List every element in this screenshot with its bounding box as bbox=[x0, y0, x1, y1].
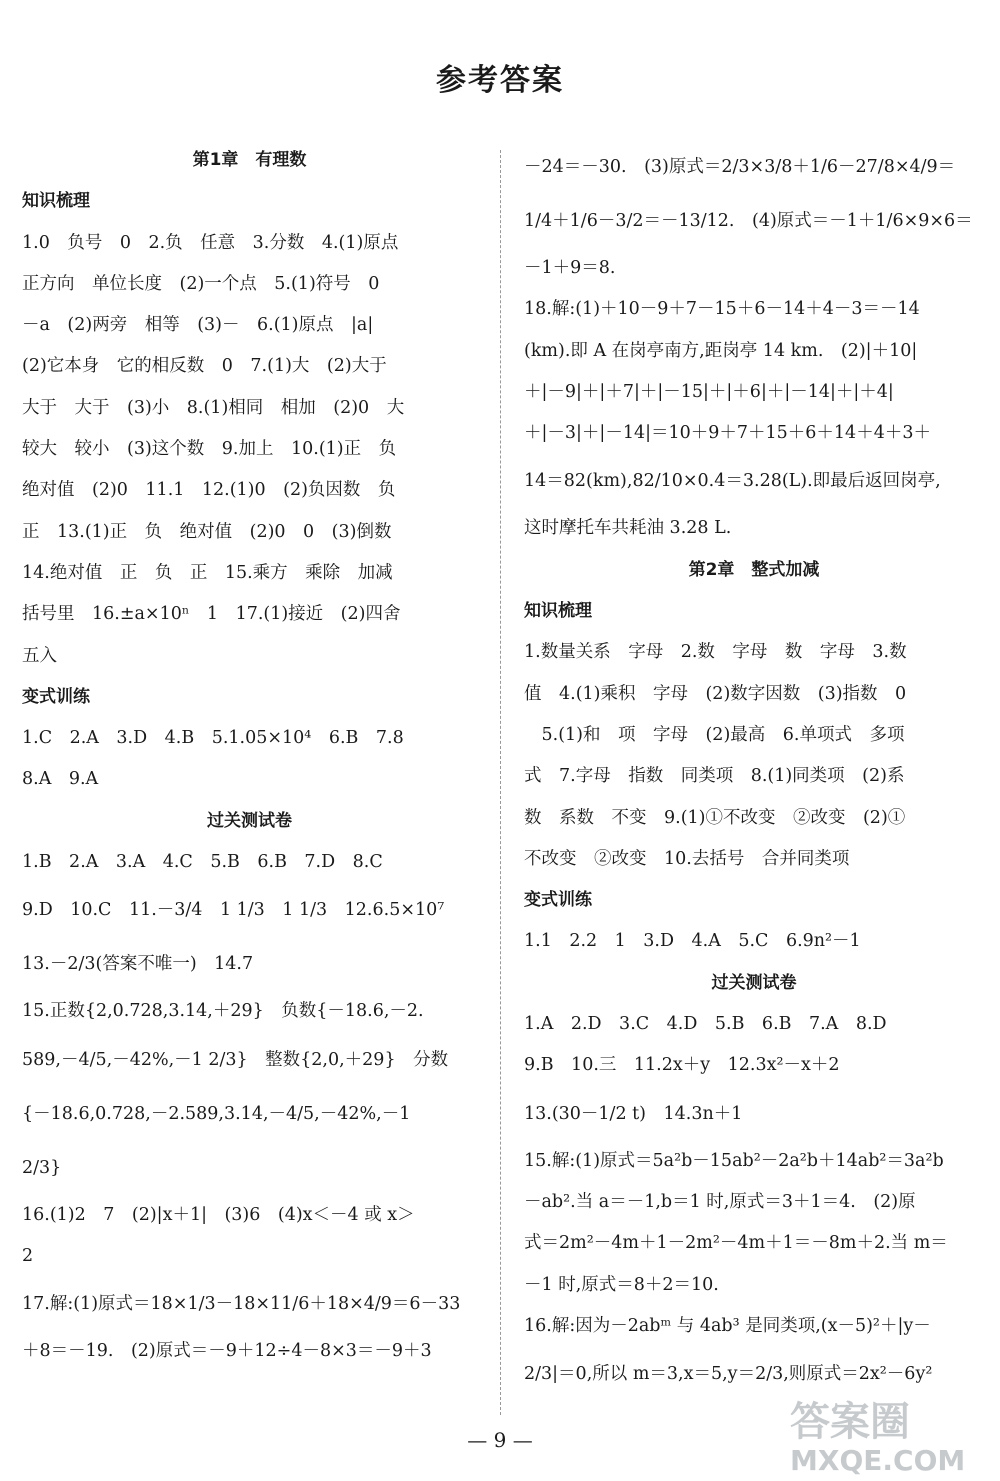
section-heading: 知识梳理 bbox=[22, 191, 90, 212]
answer-line: 正 13.(1)正 负 绝对值 (2)0 0 (3)倒数 bbox=[22, 521, 392, 542]
section-heading: 变式训练 bbox=[22, 686, 90, 707]
answer-line: 14.绝对值 正 负 正 15.乘方 乘除 加减 bbox=[22, 562, 393, 583]
answer-line: 13.(30－1/2 t) 14.3n＋1 bbox=[524, 1103, 743, 1124]
section-heading: 第1章 有理数 bbox=[192, 150, 307, 170]
answer-line: －ab².当 a＝－1,b＝1 时,原式＝3＋1＝4. (2)原 bbox=[524, 1191, 916, 1212]
answer-line: －24＝－30. (3)原式＝2/3×3/8＋1/6－27/8×4/9＝ bbox=[524, 157, 956, 177]
answer-line: 式＝2m²－4m＋1－2m²－4m＋1＝－8m＋2.当 m＝ bbox=[524, 1233, 948, 1254]
answer-line: 大于 大于 (3)小 8.(1)相同 相加 (2)0 大 bbox=[22, 397, 405, 418]
column-divider bbox=[500, 150, 501, 1415]
answer-line: ＋|－9|＋|＋7|＋|－15|＋|＋6|＋|－14|＋|＋4| bbox=[524, 381, 894, 402]
answer-line: 不改变 ②改变 10.去括号 合并同类项 bbox=[524, 848, 850, 869]
answer-line: 16.解:因为－2abᵐ 与 4ab³ 是同类项,(x－5)²＋|y－ bbox=[524, 1315, 931, 1336]
answer-line: 括号里 16.±a×10ⁿ 1 17.(1)接近 (2)四舍 bbox=[22, 604, 401, 625]
page-number: — 9 — bbox=[467, 1428, 533, 1452]
answer-line: 1.C 2.A 3.D 4.B 5.1.05×10⁴ 6.B 7.8 bbox=[22, 728, 404, 749]
answer-line: 数 系数 不变 9.(1)①不改变 ②改变 (2)① bbox=[524, 807, 906, 828]
section-heading: 变式训练 bbox=[524, 890, 592, 911]
answer-line: －a (2)两旁 相等 (3)－ 6.(1)原点 |a| bbox=[22, 315, 374, 336]
section-heading: 过关测试卷 bbox=[711, 972, 797, 993]
answer-line: 9.B 10.三 11.2x＋y 12.3x²－x＋2 bbox=[524, 1055, 840, 1076]
answer-line: 较大 较小 (3)这个数 9.加上 10.(1)正 负 bbox=[22, 439, 397, 460]
section-heading: 知识梳理 bbox=[524, 601, 592, 622]
answer-line: －1 时,原式＝8＋2＝10. bbox=[524, 1274, 719, 1295]
answer-line: 5.(1)和 项 字母 (2)最高 6.单项式 多项 bbox=[524, 724, 905, 745]
answer-line: 1/4＋1/6－3/2＝－13/12. (4)原式＝－1＋1/6×9×6＝ bbox=[524, 211, 973, 231]
answer-line: 1.1 2.2 1 3.D 4.A 5.C 6.9n²－1 bbox=[524, 931, 861, 952]
answer-line: 这时摩托车共耗油 3.28 L. bbox=[524, 518, 732, 539]
answer-line: (km).即 A 在岗亭南方,距岗亭 14 km. (2)|＋10| bbox=[524, 340, 918, 361]
answer-line: 14＝82(km),82/10×0.4＝3.28(L).即最后返回岗亭, bbox=[524, 471, 941, 492]
answer-line: 1.数量关系 字母 2.数 字母 数 字母 3.数 bbox=[524, 642, 907, 663]
answer-line: 16.(1)2 7 (2)|x＋1| (3)6 (4)x＜－4 或 x＞ bbox=[22, 1204, 415, 1225]
answer-line: (2)它本身 它的相反数 0 7.(1)大 (2)大于 bbox=[22, 356, 387, 377]
answer-line: {－18.6,0.728,－2.589,3.14,－4/5,－42%,－1 bbox=[22, 1103, 411, 1124]
answer-line: 五入 bbox=[22, 645, 57, 666]
answer-line: 1.A 2.D 3.C 4.D 5.B 6.B 7.A 8.D bbox=[524, 1014, 887, 1035]
answer-line: 2/3} bbox=[22, 1157, 62, 1178]
answer-line: 18.解:(1)＋10－9＋7－15＋6－14＋4－3＝－14 bbox=[524, 299, 920, 320]
answer-line: 15.解:(1)原式＝5a²b－15ab²－2a²b＋14ab²＝3a²b bbox=[524, 1150, 944, 1171]
answer-line: 589,－4/5,－42%,－1 2/3} 整数{2,0,＋29} 分数 bbox=[22, 1049, 449, 1070]
answer-line: －1＋9＝8. bbox=[524, 258, 616, 278]
section-heading: 第2章 整式加减 bbox=[688, 559, 820, 580]
answer-line: 式 7.字母 指数 同类项 8.(1)同类项 (2)系 bbox=[524, 766, 905, 787]
answer-line: 值 4.(1)乘积 字母 (2)数字因数 (3)指数 0 bbox=[524, 683, 907, 704]
answer-line: 正方向 单位长度 (2)一个点 5.(1)符号 0 bbox=[22, 273, 380, 294]
answer-line: ＋8＝－19. (2)原式＝－9＋12÷4－8×3＝－9＋3 bbox=[22, 1341, 432, 1362]
answer-line: 17.解:(1)原式＝18×1/3－18×11/6＋18×4/9＝6－33 bbox=[22, 1294, 461, 1315]
answer-line: ＋|－3|＋|－14|＝10＋9＋7＋15＋6＋14＋4＋3＋ bbox=[524, 423, 931, 444]
left-column bbox=[22, 140, 477, 1373]
answer-line: 15.正数{2,0.728,3.14,＋29} 负数{－18.6,－2. bbox=[22, 1001, 424, 1022]
right-column bbox=[524, 140, 984, 1401]
answer-line: 9.D 10.C 11.－3/4 1 1/3 1 1/3 12.6.5×10⁷ bbox=[22, 900, 445, 921]
answer-line: 绝对值 (2)0 11.1 12.(1)0 (2)负因数 负 bbox=[22, 480, 396, 501]
section-heading: 过关测试卷 bbox=[207, 810, 292, 831]
answer-line: 1.0 负号 0 2.负 任意 3.分数 4.(1)原点 bbox=[22, 232, 399, 253]
page-title: 参考答案 bbox=[436, 63, 564, 98]
answer-line: 13.－2/3(答案不唯一) 14.7 bbox=[22, 954, 254, 975]
watermark-logo bbox=[790, 1400, 990, 1480]
watermark-text: 答案圈 bbox=[790, 1399, 910, 1445]
answer-line: 8.A 9.A bbox=[22, 769, 99, 790]
answer-line: 1.B 2.A 3.A 4.C 5.B 6.B 7.D 8.C bbox=[22, 852, 383, 873]
watermark-url: MXQE.COM bbox=[790, 1444, 966, 1477]
answer-line: 2/3|＝0,所以 m＝3,x＝5,y＝2/3,则原式＝2x²－6y² bbox=[524, 1364, 933, 1385]
answer-line: 2 bbox=[22, 1245, 34, 1266]
